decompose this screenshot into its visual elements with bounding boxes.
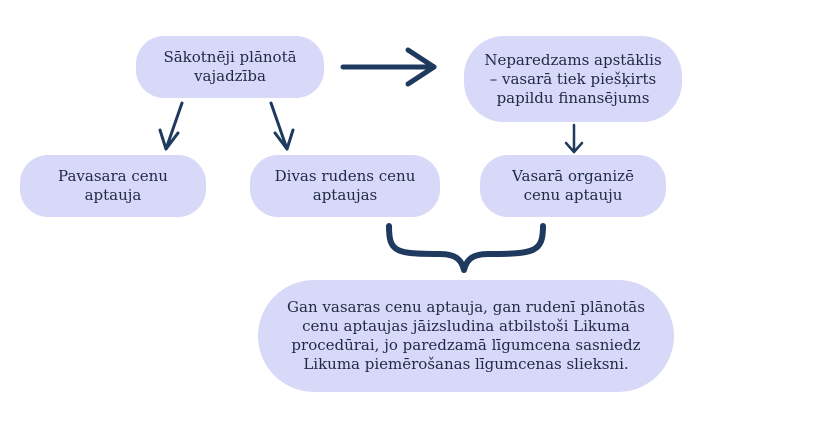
node-unexpected-circumstance: Neparedzams apstāklis – vasarā tiek piešķirts papildu finansējums xyxy=(464,36,682,122)
arrow-start-to-spring xyxy=(160,103,182,149)
node-summer-price-survey: Vasarā organizē cenu aptauju xyxy=(480,155,666,217)
curly-brace xyxy=(389,226,543,270)
node-spring-price-survey: Pavasara cenu aptauja xyxy=(20,155,206,217)
arrow-start-to-unexpected xyxy=(343,50,434,84)
arrow-unexpected-to-summer xyxy=(566,125,582,152)
node-initial-need: Sākotnēji plānotā vajadzība xyxy=(136,36,324,98)
node-autumn-price-surveys: Divas rudens cenu aptaujas xyxy=(250,155,440,217)
node-conclusion: Gan vasaras cenu aptauja, gan rudenī plānotās cenu aptaujas jāizsludina atbilstoši Likuma procedūrai, jo paredzamā līgumcena sasniedz Likuma piemērošanas līgumcenas slieksni. xyxy=(258,280,674,392)
arrow-start-to-autumn xyxy=(271,103,293,149)
